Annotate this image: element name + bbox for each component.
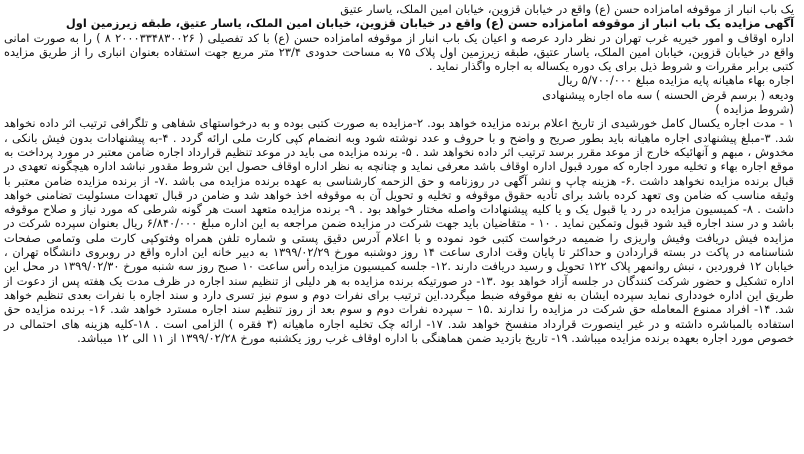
auction-notice-document	[4, 2, 794, 345]
notice-heading-line: یک باب انبار از موقوفه امامزاده حسن (ع) واقع در خیابان قزوین، خیابان امین الملک، یاسار عتیق	[340, 2, 794, 16]
deposit-line: ودیعه ( برسم قرض الحسنه ) سه ماه اجاره پیشنهادی	[542, 87, 794, 102]
conditions-body: ۱ - مدت اجاره یکسال کامل خورشیدی از تاریخ اعلام برنده مزایده خواهد بود. ۲-مزایده به صورت کتبی بوده و به درخواستهای شفاهی و تلگرافی ترتیب اثر داده نخواهد شد. ۳-مبلغ پیشنهادی اجاره ماهیانه باید بطور صریح و واضح و با حروف و عدد نوشته شود وبه انضمام کپی کارت ملی ارائه گردد . ۴-به پیشنهادات بدون فیش بانکی ، مخدوش ، مبهم و آنهائیکه خارج از موعد مقرر برسد ترتیب اثر داده نخواهد شد . ۵- برنده مزایده می باید در موعد تنظیم قرارداد اجاره ضامن معتبر در مورد پرداخت به موقع اجاره بهاء و تخلیه مورد اجاره که مورد قبول اداره اوقاف باشد معرفی نماید و چنانچه به نظر اداره اوقاف حصول این شروط مقدور نباشد اداره هیچگونه تعهدی در قبال برنده مزایده نخواهد داشت .۶- هزینه چاپ و نشر آگهی در روزنامه و حق الزحمه کارشناسی به عهده برنده مزایده می باشد .۷- از برنده مزایده ضامن معتبر با وثیقه مناسب که ضامن وی تعهد کرده باشد برای تأدیه حقوق موقوفه و تخلیه و تحویل آن به موقوفه اخذ خواهد شد و ضامن در قبال تعهدات مسئولیت تضامنی خواهد داشت . ۸- کمیسیون مزایده در رد یا قبول یک و یا کلیه پیشنهادات واصله مختار خواهد بود . ۹- برنده مزایده متعهد است هر گونه شرطی که مورد نیاز و صلاح موقوفه باشد و در سند اجاره قید شود قبول وتمکین نماید . ۱۰ - متقاضیان باید جهت شرکت در مزایده ضمن مراجعه به این اداره مبلغ ۶/۸۴۰/۰۰۰ ریال بعنوان سپرده شرکت در مزایده فیش دریافت وفیش واریزی را ضمیمه درخواست کتبی خود نموده و با اعلام آدرس دقیق پستی و شماره تلفن همراه وفتوکپی کارت ملی وتمامی صفحات شناسنامه در پاکت در بسته قراردادن و حداکثر تا پایان وقت اداری ساعت ۱۴ روز دوشنبه مورخ ۱۳۹۹/۰۲/۲۹ به دبیر خانه این اداره واقع در روبروی دانشگاه تهران ، خیابان ۱۲ فروردین ، نبش روانمهر پلاک ۱۲۲ تحویل و رسید دریافت دارند .۱۲- جلسه کمیسیون مزایده رأس ساعت ۱۰ صبح روز سه شنبه مورخ ۱۳۹۹/۰۲/۳۰ در محل این اداره تشکیل و حضور شرکت کنندگان در جلسه آزاد خواهد بود .۱۳- در صورتیکه برنده مزایده به هر دلیلی از تنظیم سند اجاره در ظرف مدت یک هفته پس از دعوت از طریق این اداره خودداری نماید سپرده ایشان به نفع موقوفه ضبط میگردد.این ترتیب برای نفرات دوم و سوم نیز تسری دارد و سند اجاره با نفرات بعدی تنظیم خواهد شد. ۱۴- افراد ممنوع المعامله حق شرکت در مزایده را ندارند .۱۵ – سپرده نفرات دوم و سوم بعد از روز تنظیم سند اجاره مسترد خواهد شد. ۱۶- برنده مزایده حق استفاده بالمباشره داشته و در غیر اینصورت قرارداد منفسخ خواهد شد. ۱۷- ارائه چک تخلیه اجاره ماهیانه (۳ فقره ) الزامی است . ۱۸-کلیه هزینه های احتمالی در خصوص مورد اجاره بعهده برنده مزایده میباشد. ۱۹- تاریخ بازدید ضمن هماهنگی با اداره اوقاف غرب روز یکشنبه مورخ ۱۳۹۹/۰۲/۲۸ از ۱۱ الی ۱۲ میباشد.	[4, 116, 795, 345]
base-rent-line: اجاره بهاء ماهیانه پایه مزایده مبلغ ۵/۷۰۰/۰۰۰ ریال	[557, 73, 794, 88]
notice-title: آگهی مزایده یک باب انبار از موقوفه امامزاده حسن (ع) واقع در خیابان قزوین، خیابان امین الملک، یاسار عتیق، طبقه زیرزمین اول	[65, 16, 794, 31]
notice-intro-paragraph: اداره اوقاف و امور خیریه غرب تهران در نظر دارد عرصه و اعیان یک باب انبار از موقوفه امامزاده حسن (ع) با کد تفصیلی ( ۲۰۰۰۳۳۴۸۳۰۰۲۶ ۸ ) را به صورت امانی واقع در خیابان قزوین، خیابان امین الملک، یاسار عتیق، طبقه زیرزمین اول پلاک ۷۵ به مساحت حدودی ۲۳/۴ متر مربع جهت استفاده بعنوان انباری را از طریق مزایده کتبی برابر مقررات و شروط ذیل برای یک دوره یکساله به اجاره واگذار نماید .	[4, 30, 795, 74]
conditions-heading: (شروط مزایده )	[715, 102, 794, 117]
